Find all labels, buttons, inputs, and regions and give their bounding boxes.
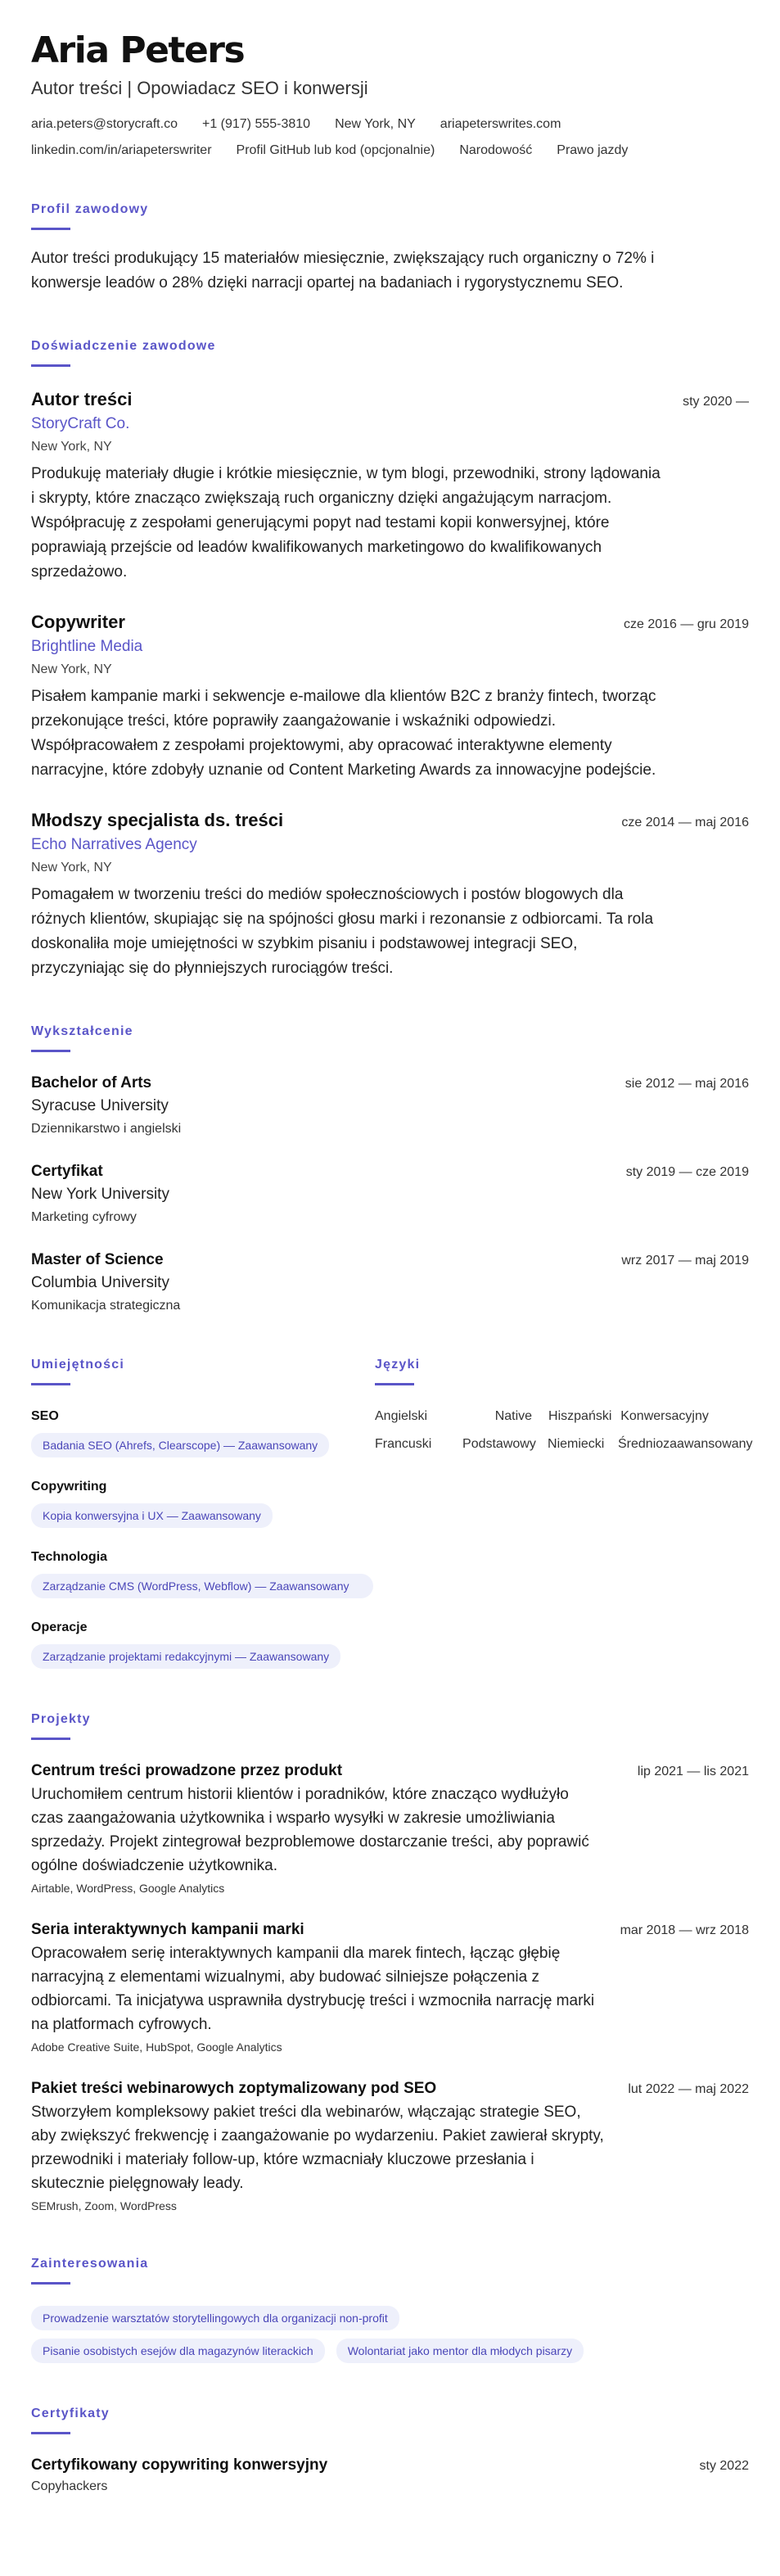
education-degree: Master of Science [31,1251,164,1268]
interest-pill: Prowadzenie warsztatów storytellingowych dla organizacji non-profit [31,2306,399,2330]
interest-list [31,2298,735,2363]
education-entry [31,1073,749,1137]
skills-section [31,1314,375,1669]
project-description: Opracowałem serię interaktywnych kampanii dla marek fintech, łącząc głębię narracyjną z elementami wizualnymi, aby budować silniejsze połączenia z odbiorcami. Ta inicjatywa usprawniła dystrybucję treści i wzmocniła narrację marki na platformach cyfrowych. [31,1945,595,2033]
job-description: Pisałem kampanie marki i sekwencje e-mailowe dla klientów B2C z branży fintech, tworząc przekonujące treści, które poprawiły zaangażowanie i wskaźniki odpowiedzi. Współpracowałem z zespołami projektowymi, aby opracować interaktywne elementy narracyjne, które zdobyły uznanie od Content Marketing Awards za innowacyjne podejście. [31,688,656,779]
section-divider [31,2282,70,2285]
contact-linkedin[interactable]: linkedin.com/in/ariapeterswriter [31,143,212,157]
education-section [31,1024,749,1314]
education-entry [31,1250,749,1314]
job-description: Produkuję materiały długie i krótkie miesięcznie, w tym blogi, przewodniki, strony lądowania i skrypty, które znacząco zwiększają ruch organiczny dzięki angażującym narracjom. Współpracuję z zespołami generującymi popyt nad testami kopii konwersyjnej, które poprawiają przejście od leadów kwalifikowanych marketingowo do kwalifikowanych sprzedażowo. [31,465,661,581]
job-title: Młodszy specjalista ds. treści [31,810,284,830]
contact-phone[interactable]: +1 (917) 555-3810 [201,117,311,131]
interests-section [31,2256,749,2363]
section-title-certificates: Certyfikaty [31,2407,110,2420]
skill-category: Copywriting [31,1480,107,1494]
section-divider [31,364,70,367]
section-title-projects: Projekty [31,1712,91,1726]
education-degree: Certyfikat [31,1163,103,1180]
language-row [375,1408,749,1425]
job-entry [31,388,749,585]
contact-nationality: Narodowość [459,143,533,157]
education-field: Komunikacja strategiczna [31,1299,181,1313]
project-date: lip 2021 — lis 2021 [637,1765,749,1778]
job-date: cze 2014 — maj 2016 [621,816,749,829]
contact-row-secondary [31,142,749,159]
project-description: Uruchomiłem centrum historii klientów i poradników, które znacząco wydłużyło czas zaangażowania użytkownika i wsparło wysyłki w zakresie umożliwiania sprzedaży. Projekt zintegrował bezproblemowe dostarczanie treści, aby poprawić ogólne doświadczenie użytkownika. [31,1786,589,1874]
language-name: Hiszpański [548,1409,612,1423]
section-divider [31,1050,70,1052]
profile-summary: Autor treści produkujący 15 materiałów miesięcznie, zwiększający ruch organiczny o 72% i konwersje leadów o 28% dzięki narracji opartej na badaniach i rygorystycznemu SEO. [31,250,655,291]
education-school: Syracuse University [31,1097,169,1114]
skill-pill: Zarządzanie projektami redakcyjnymi — Zaawansowany [31,1644,340,1669]
projects-section [31,1711,749,2213]
education-field: Dziennikarstwo i angielski [31,1122,182,1136]
contact-row-primary [31,116,749,133]
education-date: wrz 2017 — maj 2019 [621,1254,749,1268]
certificate-date: sty 2022 [699,2459,749,2473]
project-title: Pakiet treści webinarowych zoptymalizowany pod SEO [31,2080,437,2097]
job-title: Autor treści [31,389,133,409]
job-location: New York, NY [31,861,112,874]
education-date: sie 2012 — maj 2016 [624,1077,749,1091]
language-name: Angielski [375,1409,428,1423]
section-divider [31,2432,70,2434]
section-divider [31,1738,70,1740]
section-title-experience: Doświadczenie zawodowe [31,339,216,353]
skill-pill: Badania SEO (Ahrefs, Clearscope) — Zaawansowany [31,1433,329,1457]
education-entry [31,1162,749,1226]
certificate-issuer: Copyhackers [31,2479,108,2493]
skill-category: SEO [31,1409,59,1423]
section-divider [31,1383,70,1385]
contact-github[interactable]: Profil GitHub lub kod (opcjonalnie) [236,143,435,157]
education-school: Columbia University [31,1274,169,1291]
language-name: Niemiecki [548,1437,605,1451]
section-title-skills: Umiejętności [31,1358,124,1372]
contact-driving-license: Prawo jazdy [557,143,629,157]
section-title-languages: Języki [375,1358,421,1372]
interest-pill: Pisanie osobistych esejów dla magazynów literackich [31,2339,325,2363]
section-divider [31,228,70,230]
job-date: sty 2020 — [683,395,749,409]
section-divider [375,1383,414,1385]
certificate-entry [31,2456,749,2495]
skill-category: Operacje [31,1620,88,1634]
candidate-headline: Autor treści | Opowiadacz SEO i konwersji [31,78,368,98]
project-entry [31,2079,749,2213]
resume-header [31,29,749,159]
project-tools: SEMrush, Zoom, WordPress [31,2199,177,2212]
interest-pill: Wolontariat jako mentor dla młodych pisarzy [336,2339,584,2363]
job-company: Brightline Media [31,638,143,655]
project-entry [31,1761,749,1896]
education-school: New York University [31,1186,169,1203]
education-degree: Bachelor of Arts [31,1074,152,1091]
candidate-name: Aria Peters [31,29,245,71]
profile-section [31,201,749,296]
job-date: cze 2016 — gru 2019 [624,617,749,631]
job-company: Echo Narratives Agency [31,836,197,853]
section-title-profile: Profil zawodowy [31,202,149,216]
job-description: Pomagałem w tworzeniu treści do mediów społecznościowych i postów blogowych dla różnych klientów, skupiając się na spójności głosu marki i rezonansie z odbiorcami. Ta rola doskonaliła moje umiejętności w szybkim pisaniu i podstawowej integracji SEO, przyczyniając się do płynniejszych rurociągów treści. [31,886,654,977]
section-title-education: Wykształcenie [31,1024,133,1038]
job-location: New York, NY [31,440,112,454]
project-title: Seria interaktywnych kampanii marki [31,1921,304,1938]
skill-pill: Zarządzanie CMS (WordPress, Webflow) — Zaawansowany [31,1574,373,1598]
contact-website[interactable]: ariapeterswrites.com [440,117,561,131]
language-level: Konwersacyjny [620,1409,709,1423]
language-row [375,1436,753,1453]
job-location: New York, NY [31,662,112,676]
section-title-interests: Zainteresowania [31,2257,149,2271]
language-level: Podstawowy [462,1437,536,1451]
project-title: Centrum treści prowadzone przez produkt [31,1762,343,1779]
project-tools: Adobe Creative Suite, HubSpot, Google Analytics [31,2040,282,2054]
job-entry [31,809,749,981]
language-level: Native [494,1409,533,1423]
project-description: Stworzyłem kompleksowy pakiet treści dla webinarów, włączając strategie SEO, aby zwiększyć frekwencję i zaangażowanie po wydarzeniu. Pakiet zawierał skrypty, przewodniki i materiały follow-up, które wzmacniały kluczowe przesłania i skutecznie pielęgnowały leady. [31,2104,604,2192]
certificate-title: Certyfikowany copywriting konwersyjny [31,2456,328,2474]
skills-languages-row [31,1314,753,1669]
job-entry [31,611,749,783]
language-name: Francuski [375,1437,432,1451]
skill-category: Technologia [31,1550,108,1564]
project-date: lut 2022 — maj 2022 [628,2082,749,2096]
contact-location: New York, NY [335,117,416,131]
project-date: mar 2018 — wrz 2018 [620,1923,749,1937]
education-date: sty 2019 — cze 2019 [625,1165,749,1179]
language-level: Średniozaawansowany [618,1437,753,1451]
education-field: Marketing cyfrowy [31,1210,137,1224]
certificates-section [31,2406,749,2495]
job-company: StoryCraft Co. [31,415,130,432]
project-entry [31,1920,749,2054]
skill-pill: Kopia konwersyjna i UX — Zaawansowany [31,1503,273,1528]
job-title: Copywriter [31,612,125,632]
project-tools: Airtable, WordPress, Google Analytics [31,1882,225,1895]
languages-section [375,1314,753,1669]
experience-section [31,338,749,981]
contact-email[interactable]: aria.peters@storycraft.co [31,117,178,131]
